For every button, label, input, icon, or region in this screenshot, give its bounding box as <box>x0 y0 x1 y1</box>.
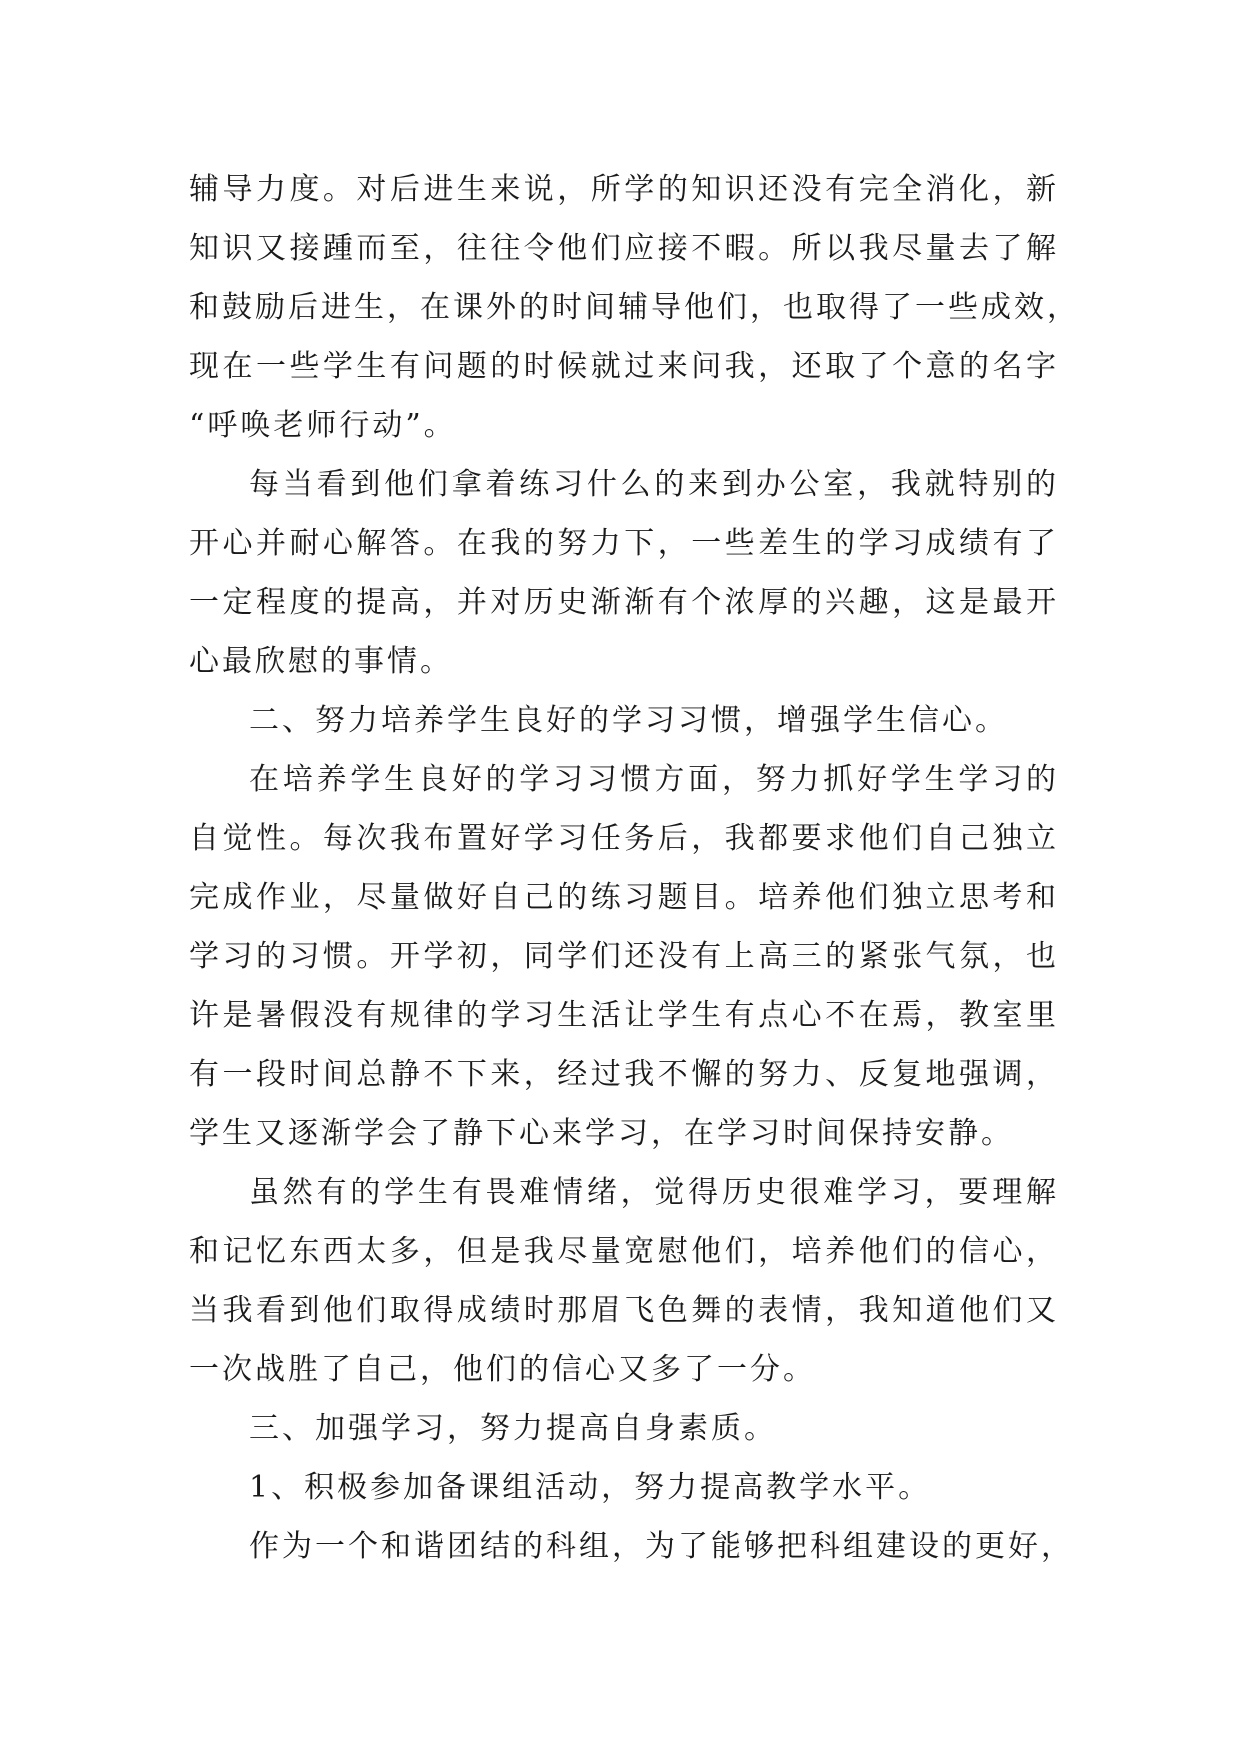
text-line: “呼唤老师行动”。 <box>189 408 457 443</box>
text-line: 心最欣慰的事情。 <box>189 644 453 679</box>
text-line: 一定程度的提高，并对历史渐渐有个浓厚的兴趣，这是最开 <box>189 585 1059 620</box>
text-line: 在培养学生良好的学习习惯方面，努力抓好学生学习的 <box>249 762 1059 797</box>
text-line: 开心并耐心解答。在我的努力下，一些差生的学习成绩有了 <box>189 526 1059 561</box>
text-line: 现在一些学生有问题的时候就过来问我，还取了个意的名字 <box>189 349 1059 384</box>
text-line: 完成作业，尽量做好自己的练习题目。培养他们独立思考和 <box>189 880 1059 915</box>
text-line: 学习的习惯。开学初，同学们还没有上高三的紧张气氛，也 <box>189 939 1059 974</box>
text-line: 知识又接踵而至，往往令他们应接不暇。所以我尽量去了解 <box>189 231 1059 266</box>
text-line: 学生又逐渐学会了静下心来学习，在学习时间保持安静。 <box>189 1116 1014 1151</box>
text-line: 自觉性。每次我布置好学习任务后，我都要求他们自己独立 <box>189 821 1059 856</box>
text-line: 当我看到他们取得成绩时那眉飞色舞的表情，我知道他们又 <box>189 1293 1059 1328</box>
text-line: 虽然有的学生有畏难情绪，觉得历史很难学习，要理解 <box>249 1175 1059 1210</box>
text-line: 和鼓励后进生，在课外的时间辅导他们，也取得了一些成效， <box>189 290 1080 325</box>
text-line: 有一段时间总静不下来，经过我不懈的努力、反复地强调， <box>189 1057 1059 1092</box>
document-body <box>189 160 1080 1576</box>
text-line: 许是暑假没有规律的学习生活让学生有点心不在焉，教室里 <box>189 998 1059 1033</box>
text-line: 一次战胜了自己，他们的信心又多了一分。 <box>189 1352 816 1387</box>
text-line: 和记忆东西太多，但是我尽量宽慰他们，培养他们的信心， <box>189 1234 1059 1269</box>
text-line: 二、努力培养学生良好的学习习惯，增强学生信心。 <box>249 703 1008 738</box>
text-line: 1、积极参加备课组活动，努力提高教学水平。 <box>249 1470 932 1505</box>
text-line: 作为一个和谐团结的科组，为了能够把科组建设的更好， <box>249 1529 1074 1564</box>
text-line: 辅导力度。对后进生来说，所学的知识还没有完全消化，新 <box>189 172 1059 207</box>
text-line: 每当看到他们拿着练习什么的来到办公室，我就特别的 <box>249 467 1059 502</box>
text-line: 三、加强学习，努力提高自身素质。 <box>249 1411 777 1446</box>
